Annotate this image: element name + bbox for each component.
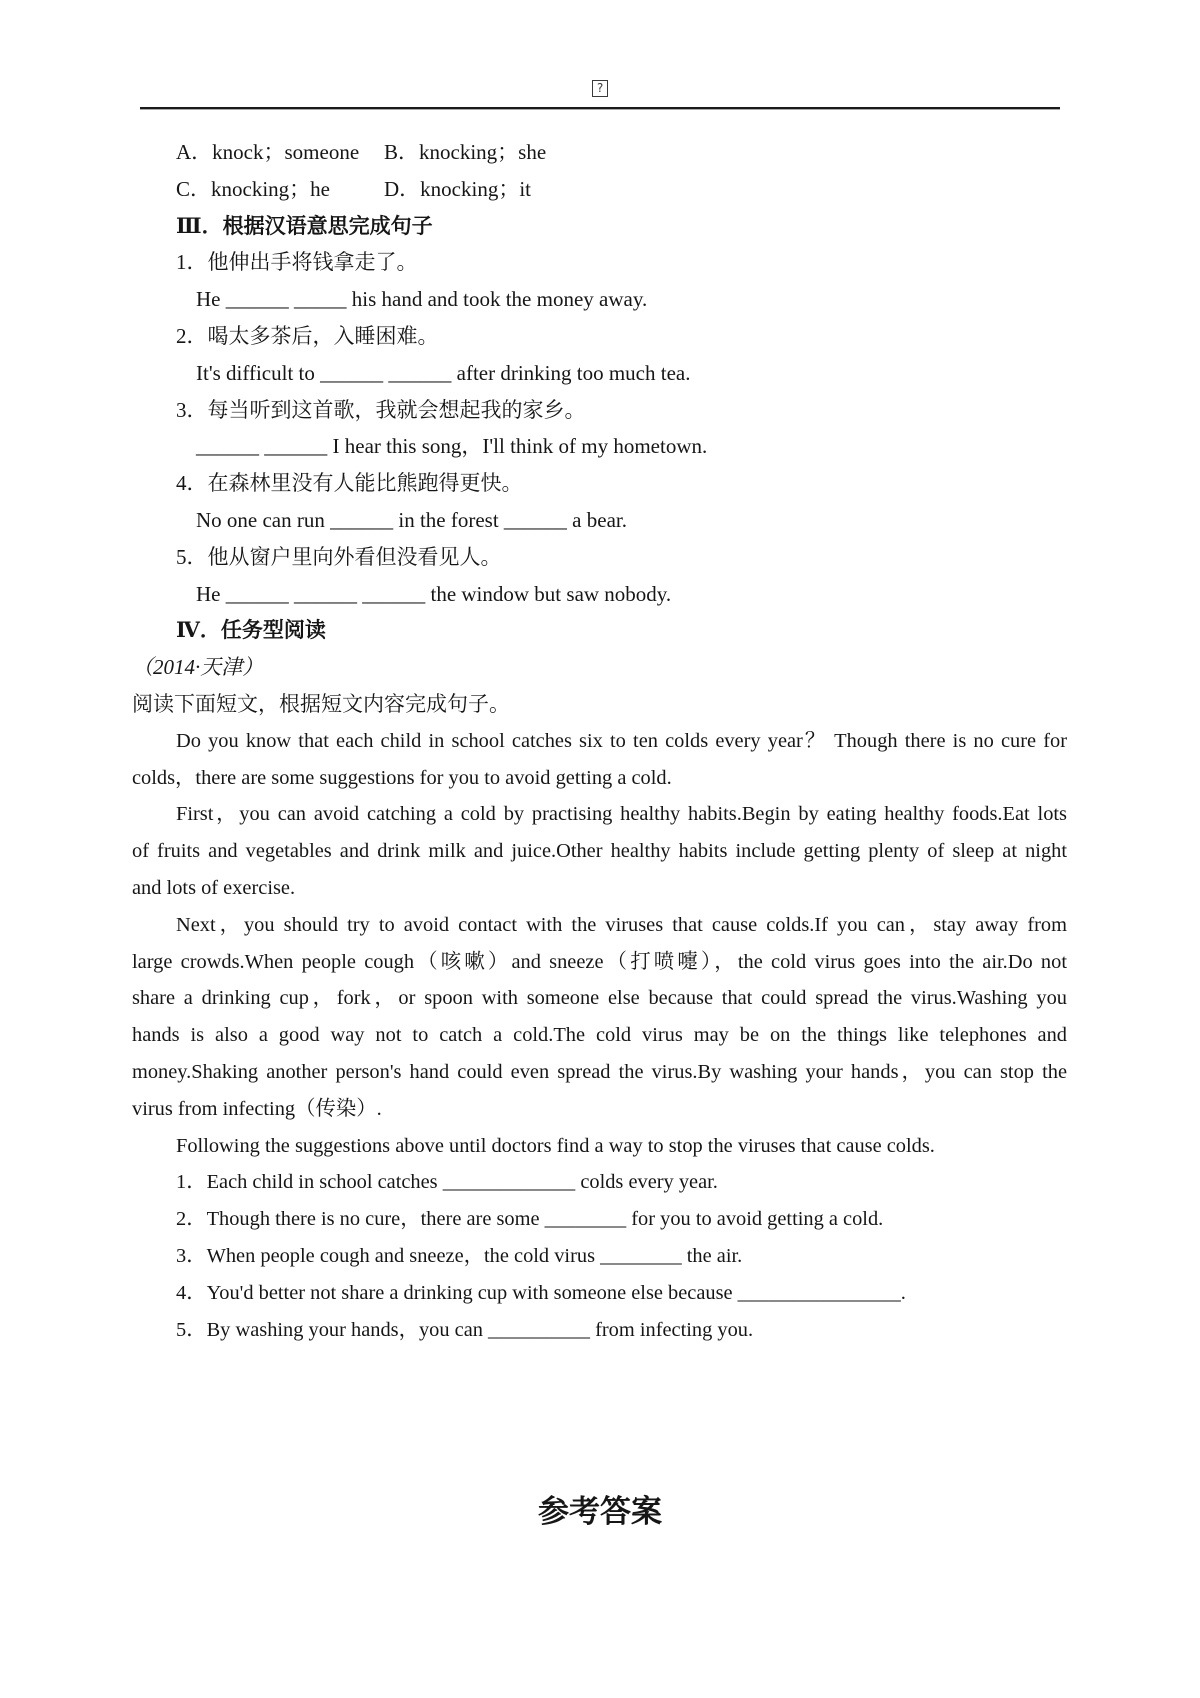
header-rule — [140, 107, 1060, 110]
choice-option-c: C．knocking；he — [176, 176, 330, 201]
section4-source: （2014·天津） — [132, 655, 264, 680]
reading-question-4: 4．You'd better not share a drinking cup with someone else because ________________. — [176, 1281, 906, 1304]
section3-item4-zh: 4．在森林里没有人能比熊跑得更快。 — [176, 471, 523, 496]
section3-item2-zh: 2．喝太多茶后，入睡困难。 — [176, 323, 439, 348]
passage-line: Next，you should try to avoid contact with the viruses that cause colds.If you can，stay away from — [176, 913, 1067, 936]
passage-line: money.Shaking another person's hand could even spread the virus.By washing your hands，you can stop the — [132, 1060, 1067, 1083]
worksheet-content — [132, 134, 1067, 1348]
answers-heading: 参考答案 — [538, 1494, 662, 1529]
passage-line: hands is also a good way not to catch a cold.The cold virus may be on the things like telephones and — [132, 1024, 1067, 1047]
section3-item3-en: ______ ______ I hear this song，I'll think of my hometown. — [196, 434, 708, 459]
reading-question-2: 2．Though there is no cure，there are some ________ for you to avoid getting a cold. — [176, 1208, 884, 1231]
choice-row-ab — [132, 134, 1067, 171]
section3-item1-zh: 1．他伸出手将钱拿走了。 — [176, 250, 418, 275]
section3-item2-en: It's difficult to ______ ______ after drinking too much tea. — [196, 360, 691, 385]
reading-question-5: 5．By washing your hands，you can __________ from infecting you. — [176, 1318, 754, 1341]
passage-line: of fruits and vegetables and drink milk and juice.Other healthy habits include getting plenty of sleep at night — [132, 840, 1067, 863]
passage-line: large crowds.When people cough（咳嗽）and sneeze（打喷嚏），the cold virus goes into the air.Do not — [132, 950, 1067, 973]
section3-item5-zh: 5．他从窗户里向外看但没看见人。 — [176, 544, 502, 569]
section3-item5-en: He ______ ______ ______ the window but saw nobody. — [196, 581, 672, 606]
choice-option-a: A．knock；someone — [176, 140, 360, 164]
missing-glyph-icon: ? — [592, 80, 607, 97]
section4-heading: Ⅳ．任务型阅读 — [176, 618, 326, 643]
passage-line: colds，there are some suggestions for you to avoid getting a cold. — [132, 766, 672, 789]
passage-line: virus from infecting（传染）. — [132, 1097, 382, 1120]
choice-option-b: B．knocking；she — [384, 140, 547, 164]
section3-item3-zh: 3．每当听到这首歌，我就会想起我的家乡。 — [176, 397, 586, 422]
passage-line: Do you know that each child in school catches six to ten colds every year？ Though there is no cure for — [176, 729, 1067, 752]
section3-item4-en: No one can run ______ in the forest ______ a bear. — [196, 507, 627, 532]
reading-question-3: 3．When people cough and sneeze，the cold virus ________ the air. — [176, 1244, 743, 1267]
section4-instruction: 阅读下面短文，根据短文内容完成句子。 — [132, 691, 510, 716]
passage-line: share a drinking cup，fork，or spoon with someone else because that could spread the virus.Washing you — [132, 987, 1067, 1010]
passage-line: First，you can avoid catching a cold by practising healthy habits.Begin by eating healthy foods.Eat lots — [176, 803, 1067, 826]
reading-question-1: 1．Each child in school catches _____________ colds every year. — [176, 1171, 718, 1194]
section3-heading: Ⅲ．根据汉语意思完成句子 — [176, 213, 433, 238]
page-header — [0, 79, 1200, 97]
choice-row-cd — [132, 171, 1067, 208]
section3-item1-en: He ______ _____ his hand and took the money away. — [196, 287, 648, 312]
passage-line: and lots of exercise. — [132, 876, 296, 899]
passage-line: Following the suggestions above until doctors find a way to stop the viruses that cause colds. — [176, 1134, 935, 1157]
choice-option-d: D．knocking；it — [384, 176, 531, 201]
